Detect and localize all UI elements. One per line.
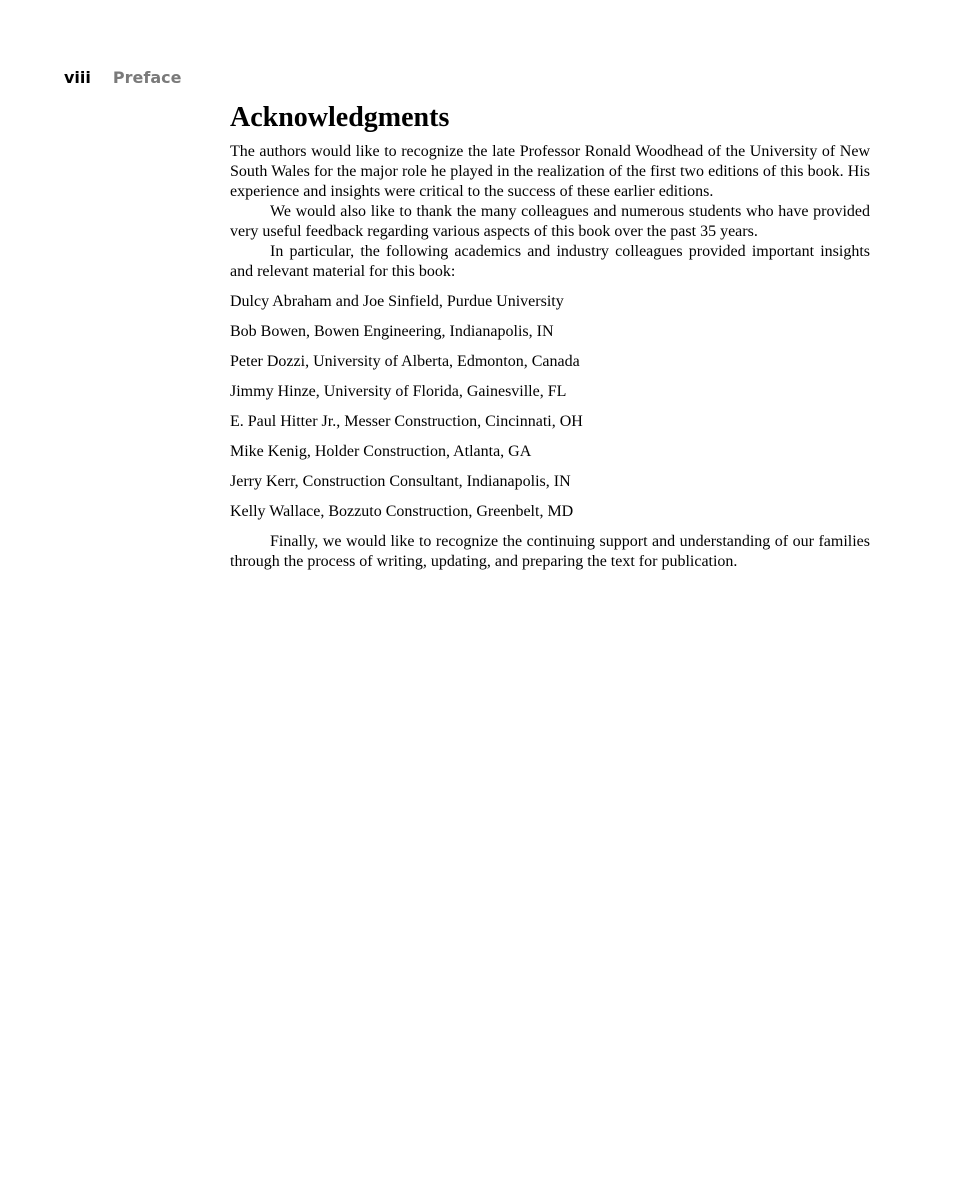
contributor-item: Jimmy Hinze, University of Florida, Gainesville, FL bbox=[230, 383, 567, 400]
paragraph: We would also like to thank the many colleagues and numerous students who have provided very useful feedback regarding various aspects of this book over the past 35 years. bbox=[230, 203, 870, 240]
contributor-item: Peter Dozzi, University of Alberta, Edmonton, Canada bbox=[230, 353, 580, 370]
contributor-item: Kelly Wallace, Bozzuto Construction, Greenbelt, MD bbox=[230, 503, 574, 520]
page-body bbox=[230, 100, 870, 572]
contributor-item: Bob Bowen, Bowen Engineering, Indianapolis, IN bbox=[230, 323, 554, 340]
section-title: Preface bbox=[112, 68, 182, 87]
running-head bbox=[64, 68, 181, 87]
contributor-item: Mike Kenig, Holder Construction, Atlanta, GA bbox=[230, 443, 532, 460]
contributor-item: E. Paul Hitter Jr., Messer Construction, Cincinnati, OH bbox=[230, 413, 583, 430]
paragraph: In particular, the following academics and industry colleagues provided important insights and relevant material for this book: bbox=[230, 243, 870, 280]
page-number: viii bbox=[64, 68, 91, 87]
contributor-item: Jerry Kerr, Construction Consultant, Indianapolis, IN bbox=[230, 473, 571, 490]
closing-paragraph: Finally, we would like to recognize the continuing support and understanding of our families through the process of writing, updating, and preparing the text for publication. bbox=[230, 533, 870, 570]
paragraph: The authors would like to recognize the late Professor Ronald Woodhead of the University of New South Wales for the major role he played in the realization of the first two editions of this book. His experience and insights were critical to the success of these earlier editions. bbox=[230, 143, 870, 200]
contributor-item: Dulcy Abraham and Joe Sinfield, Purdue University bbox=[230, 293, 564, 310]
section-heading: Acknowledgments bbox=[230, 102, 450, 133]
contributors-list bbox=[230, 292, 870, 522]
